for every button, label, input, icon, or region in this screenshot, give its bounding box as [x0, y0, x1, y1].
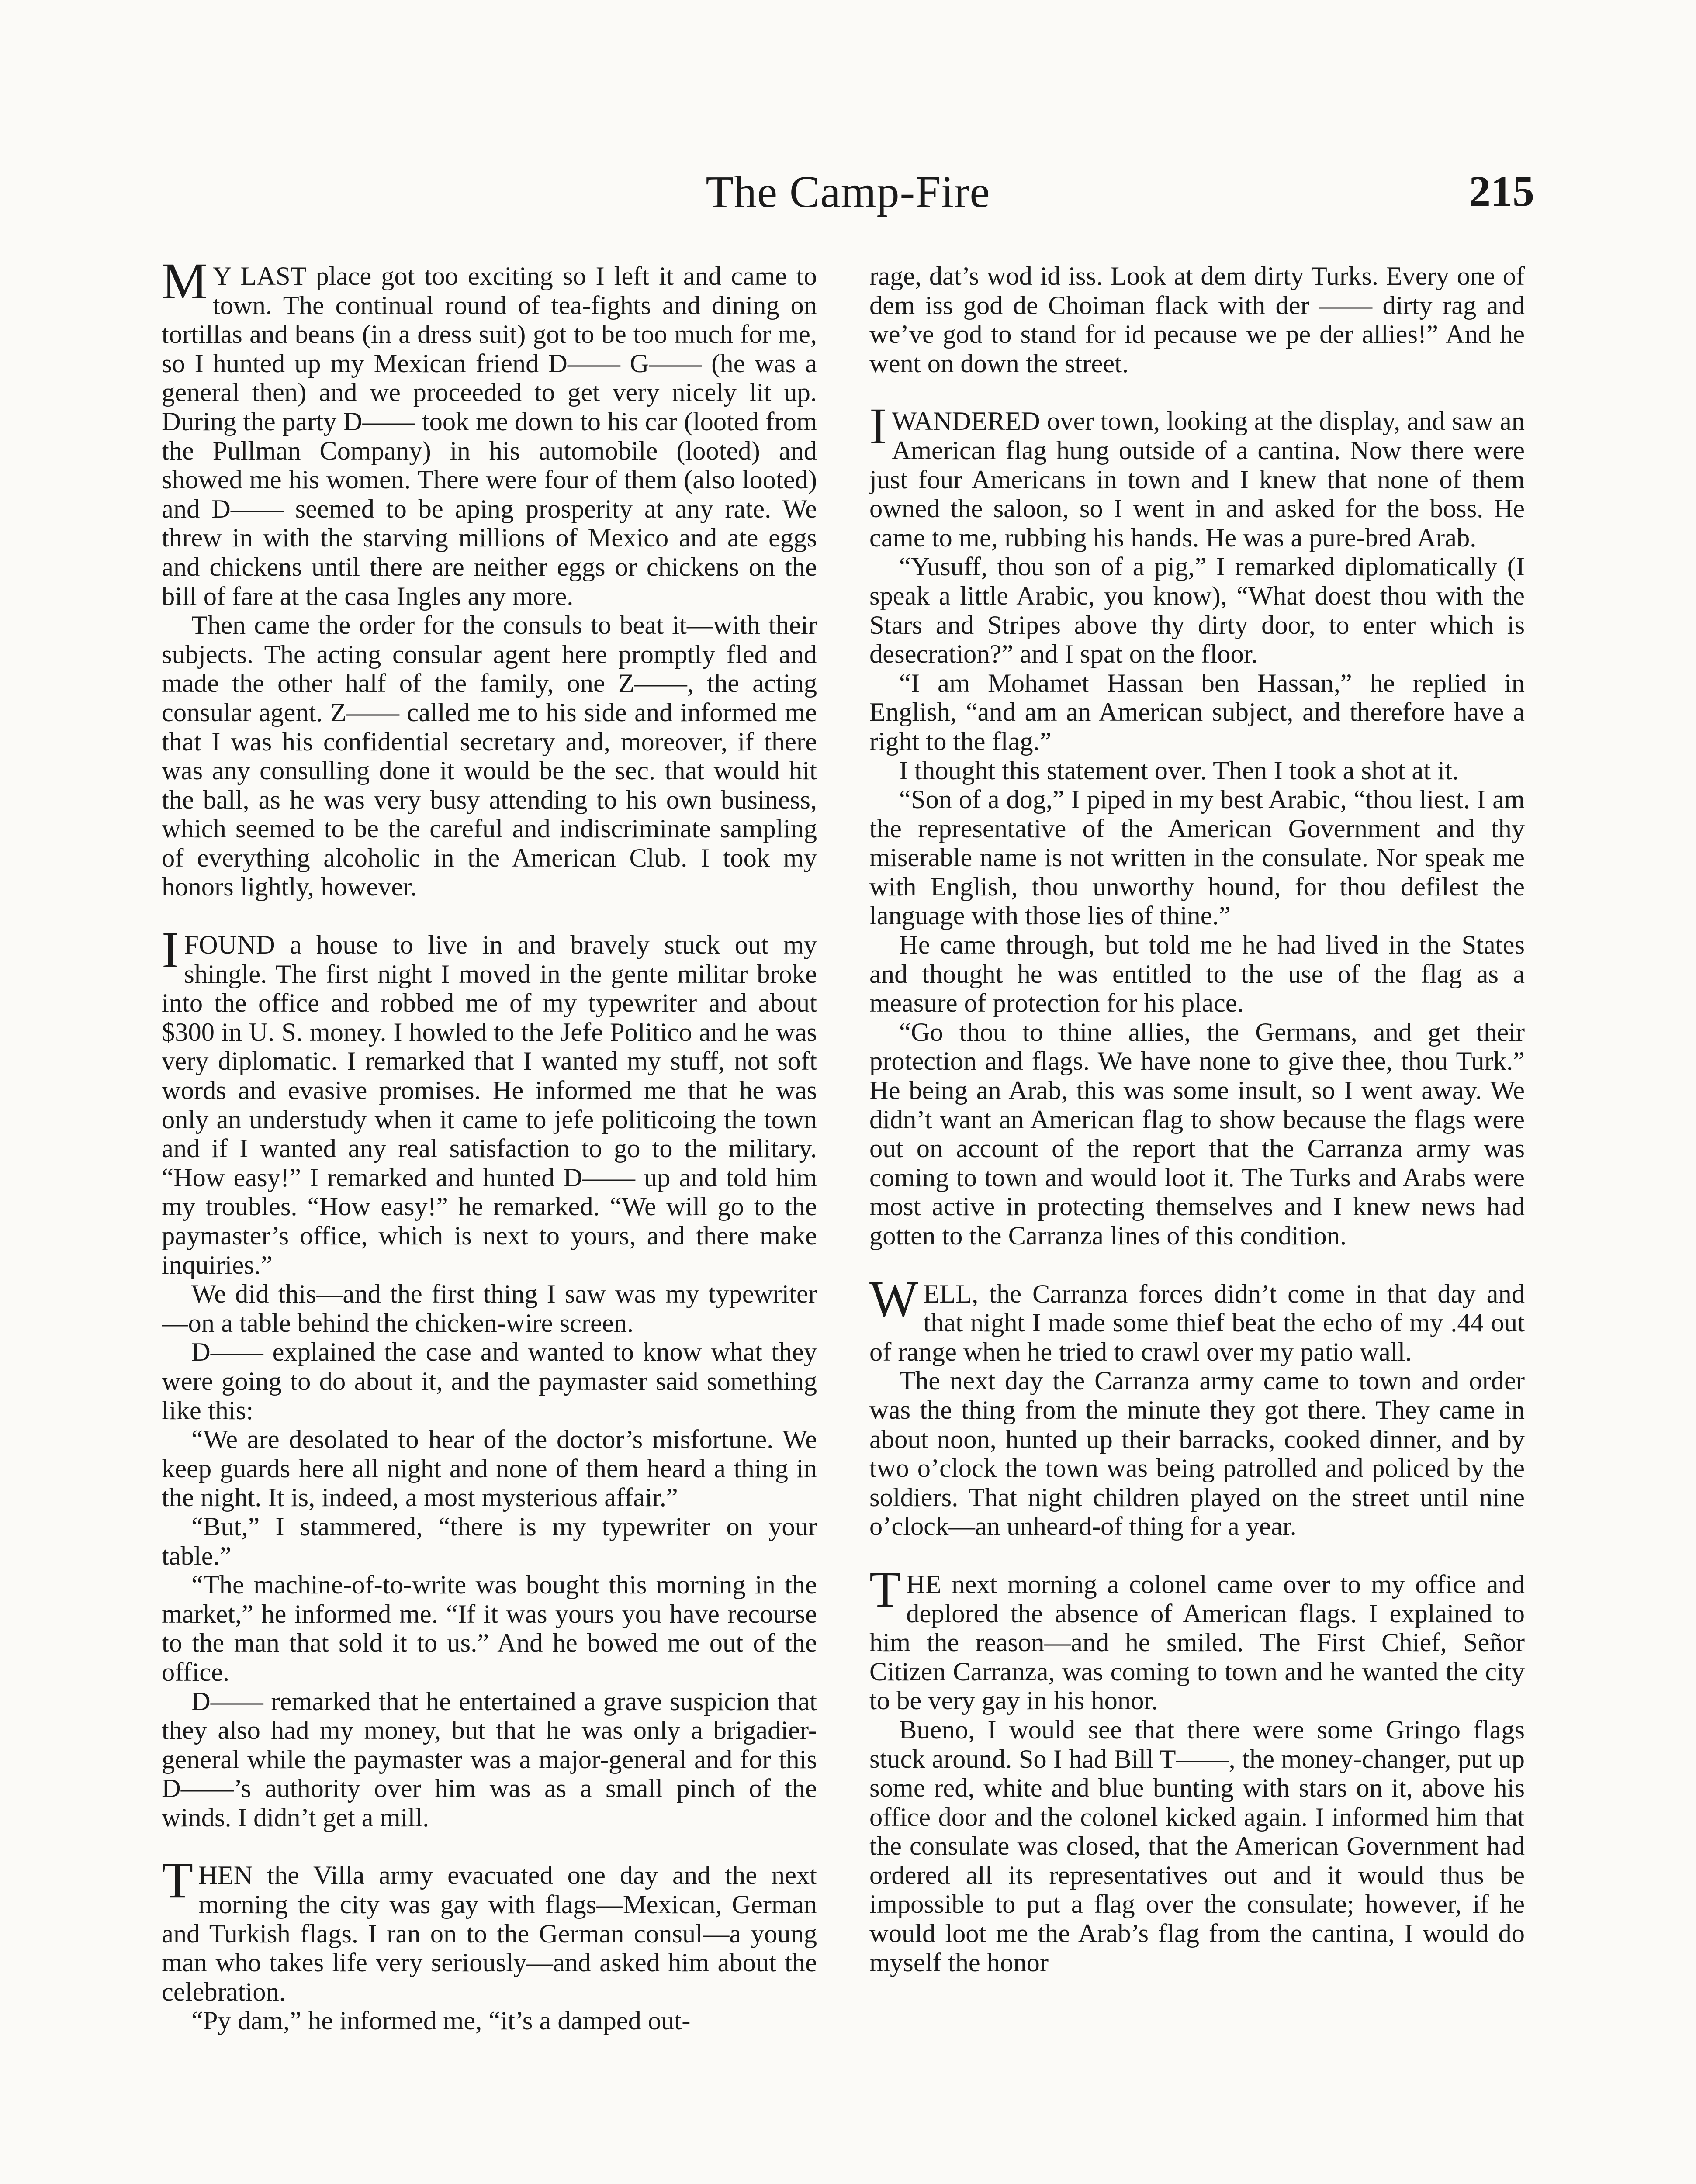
section-paragraph — [869, 1560, 1525, 1716]
paragraph-text: “Son of a dog,” I piped in my best Arabic, “thou liest. I am the representative of the American Government and thy miserable name is not written in the consulate. Nor speak me with English, thou unworthy hound, for thou defilest the language with those lies of thine.” — [869, 785, 1525, 931]
paragraph-text: D—— explained the case and wanted to know what they were going to do about it, and the paymaster said something like this: — [162, 1337, 817, 1425]
paragraph-text: Then came the order for the consuls to beat it—with their subjects. The acting consular agent here promptly fled and made the other half of the family, one Z——, the acting consular agent. Z—— called me to his side and informed me that I was his confidential secretary and, moreover, if there was any consulling done it would be the sec. that would hit the ball, as he was very busy attending to his own business, which seemed to be the careful and indiscriminate sampling of everything alcoholic in the American Club. I took my honors lightly, however. — [162, 611, 817, 902]
section-paragraph — [869, 1270, 1525, 1367]
paragraph — [162, 1425, 817, 1513]
paragraph — [869, 553, 1525, 669]
paragraph — [162, 1687, 817, 1833]
paragraph-text: ELL, the Carranza forces didn’t come in that day and that night I made some thief beat the echo of my .44 out of range when he tried to crawl over my patio wall. — [869, 1279, 1525, 1367]
drop-cap: I — [162, 921, 179, 979]
paragraph — [869, 1018, 1525, 1251]
page-title: The Camp-Fire — [706, 167, 990, 217]
section-paragraph — [162, 1852, 817, 2007]
paragraph-text: Bueno, I would see that there were some Gringo flags stuck around. So I had Bill T——, the money-changer, put up some red, white and blue bunting with stars on it, above his office door and the colonel kicked again. I informed him that the consulate was closed, that the American Government had ordered all its representatives out and it would thus be impossible to put a flag over the consulate; however, if he would loot me the Arab’s flag from the cantina, I would do myself the honor — [869, 1715, 1525, 1977]
section-paragraph — [869, 397, 1525, 553]
paragraph — [162, 1571, 817, 1687]
drop-cap: M — [162, 262, 208, 310]
page-number: 215 — [1469, 167, 1534, 215]
left-column — [162, 262, 817, 2184]
paragraph-text: “Yusuff, thou son of a pig,” I remarked diplomatically (I speak a little Arabic, you know), “What doest thou with the Stars and Stripes above thy dirty door, to enter which is desecration?” and I spat on the floor. — [869, 552, 1525, 669]
paragraph-text: HEN the Villa army evacuated one day and the next morning the city was gay with flags—Mexican, German and Turkish flags. I ran on to the German consul—a young man who takes life very seriously—and asked him about the celebration. — [162, 1861, 817, 2007]
paragraph — [162, 1513, 817, 1571]
paragraph-text: “The machine-of-to-write was bought this morning in the market,” he informed me. “If it was yours you have recourse to the man that sold it to us.” And he bowed me out of the office. — [162, 1570, 817, 1687]
paragraph — [869, 931, 1525, 1018]
drop-cap: T — [869, 1560, 901, 1618]
paragraph — [162, 2007, 817, 2036]
paragraph — [869, 757, 1525, 786]
paragraph-text: “We are desolated to hear of the doctor’s misfortune. We keep guards here all night and none of them heard a thing in the night. It is, indeed, a most mysterious affair.” — [162, 1425, 817, 1513]
paragraph-text: Y LAST place got too exciting so I left it and came to town. The continual round of tea-fights and dining on tortillas and beans (in a dress suit) got to be too much for me, so I hunted up my Mexican friend D—— G—— (he was a general then) and we proceeded to get very nicely lit up. During the party D—— took me down to his car (looted from the Pullman Company) in his automobile (looted) and showed me his women. There were four of them (also looted) and D—— seemed to be aping prosperity at any rate. We threw in with the starving millions of Mexico and ate eggs and chickens until there are neither eggs or chickens on the bill of fare at the casa Ingles any more. — [162, 262, 817, 611]
paragraph — [162, 1280, 817, 1338]
paragraph-text: HE next morning a colonel came over to my office and deplored the absence of American flags. I explained to him the reason—and he smiled. The First Chief, Señor Citizen Carranza, was coming to town and he wanted the city to be very gay in his honor. — [869, 1569, 1525, 1716]
paragraph — [162, 611, 817, 902]
drop-cap: W — [869, 1270, 918, 1327]
paragraph — [869, 262, 1525, 378]
paragraph — [869, 1367, 1525, 1541]
paragraph-text: WANDERED over town, looking at the display, and saw an American flag hung outside of a cantina. Now there were just four Americans in town and I knew that none of them owned the saloon, so I went in and asked for the boss. He came to me, rubbing his hands. He was a pure-bred Arab. — [869, 407, 1525, 553]
right-column — [869, 262, 1525, 2184]
paragraph-text: The next day the Carranza army came to town and order was the thing from the minute they got there. They came in about noon, hunted up their barracks, cooked dinner, and by two o’clock the town was being patrolled and policed by the soldiers. That night children played on the street until nine o’clock—an unheard-of thing for a year. — [869, 1366, 1525, 1541]
paragraph-text: rage, dat’s wod id iss. Look at dem dirty Turks. Every one of dem iss god de Choiman flack with der —— dirty rag and we’ve god to stand for id pecause we pe der allies!” And he went on down the street. — [869, 262, 1525, 378]
paragraph-text: D—— remarked that he entertained a grave suspicion that they also had my money, but that he was only a brigadier-general while the paymaster was a major-general and for this D——’s authority over him was as a small pinch of the winds. I didn’t get a mill. — [162, 1686, 817, 1832]
drop-cap: T — [162, 1852, 194, 1909]
paragraph-text: We did this—and the first thing I saw was my typewriter—on a table behind the chicken-wire screen. — [162, 1279, 817, 1338]
paragraph — [869, 785, 1525, 931]
section-paragraph — [162, 262, 817, 611]
paragraph — [162, 1338, 817, 1425]
paragraph-text: “Go thou to thine allies, the Germans, and get their protection and flags. We have none to give thee, thou Turk.” He being an Arab, this was some insult, so I went away. We didn’t want an American flag to show because the flags were out on account of the report that the Carranza army was coming to town and would loot it. The Turks and Arabs were most active in protecting themselves and I knew news had gotten to the Carranza lines of this condition. — [869, 1017, 1525, 1251]
paragraph — [869, 1716, 1525, 1977]
paragraph-text: “I am Mohamet Hassan ben Hassan,” he replied in English, “and am an American subject, and therefore have a right to the flag.” — [869, 668, 1525, 756]
paragraph — [869, 669, 1525, 757]
page-header — [162, 166, 1534, 227]
paragraph-text: He came through, but told me he had lived in the States and thought he was entitled to the use of the flag as a measure of protection for his place. — [869, 930, 1525, 1018]
drop-cap: I — [869, 397, 887, 455]
paragraph-text: FOUND a house to live in and bravely stuck out my shingle. The first night I moved in the gente militar broke into the office and robbed me of my typewriter and about $300 in U. S. money. I howled to the Jefe Politico and he was very diplomatic. I remarked that I wanted my stuff, not soft words and evasive promises. He informed me that he was only an understudy when it came to jefe politicoing the town and if I wanted any real satisfaction to go to the military. “How easy!” I remarked and hunted D—— up and told him my troubles. “How easy!” he remarked. “We will go to the paymaster’s office, which is next to yours, and there make inquiries.” — [162, 930, 817, 1280]
paragraph-text: I thought this statement over. Then I took a shot at it. — [899, 756, 1459, 785]
paragraph-text: “But,” I stammered, “there is my typewriter on your table.” — [162, 1512, 817, 1571]
section-paragraph — [162, 921, 817, 1280]
paragraph-text: “Py dam,” he informed me, “it’s a damped out- — [191, 2006, 691, 2036]
